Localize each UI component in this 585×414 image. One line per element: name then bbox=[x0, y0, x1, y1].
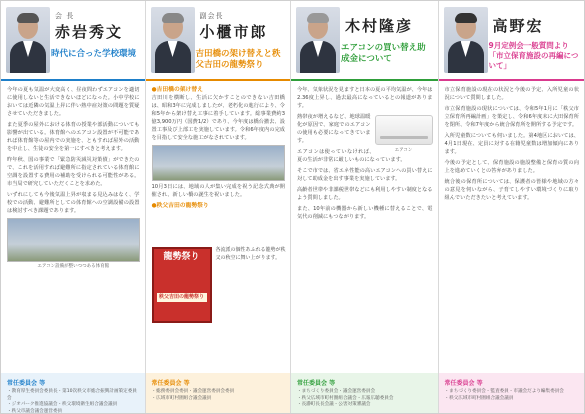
column-header bbox=[146, 1, 291, 81]
footer-line: ・秩父市議会議会運営委員 bbox=[7, 408, 63, 413]
aircon-illustration bbox=[375, 115, 433, 145]
portrait-photo bbox=[296, 7, 340, 73]
column-header bbox=[291, 1, 438, 81]
column-takano bbox=[439, 1, 585, 413]
article-body bbox=[439, 81, 585, 202]
portrait-photo bbox=[151, 7, 195, 73]
paragraph: また、10年前の機器から新しい機種に替えることで、電気代の削減にもつながります。 bbox=[297, 206, 433, 220]
article-title: 9月定例会一般質問より「市立保育施設の再編について」 bbox=[488, 41, 579, 70]
paragraph: 熱帯夜が増えるなど、地球温暖化が原因で、家庭でのエアコンの使用も必要になってきています。 bbox=[297, 114, 371, 144]
paragraph: 入所児童数についても伺いました。第4地区においては、4月1日現在、定員に対する在籍児童数は増加傾向にあります。 bbox=[444, 133, 579, 155]
article-body bbox=[146, 81, 291, 210]
column-header bbox=[1, 1, 145, 81]
article-body bbox=[291, 81, 438, 221]
gym-photo bbox=[7, 218, 140, 262]
member-role: 会 長 bbox=[55, 12, 75, 20]
article-title: 吉田橋の架け替えと秩父吉田の龍勢祭り bbox=[195, 49, 281, 70]
paragraph: 市立保育施設の現在の状況と今後の予定、入所児童の状況について質問しました。 bbox=[444, 87, 579, 101]
subheading: ●吉田橋の架け替え bbox=[151, 87, 203, 93]
paragraph: 今年、気象状況を見ますと日本の夏の平均気温が、今年は2.36度上昇し、過去最高になっているとの報道があります。 bbox=[297, 87, 433, 109]
poster-label: 秩父吉田の龍勢祭り bbox=[157, 293, 207, 302]
paragraph: エアコンは使っていなければ、夏の生活が非常に厳しいものになっています。 bbox=[297, 149, 406, 163]
aircon-caption: エアコン bbox=[394, 148, 413, 153]
member-name: 木村隆彦 bbox=[345, 17, 414, 35]
poster-title: 龍勢祭り bbox=[163, 252, 200, 262]
footer-line: ・広域市町村圏組合議会議員 bbox=[151, 395, 212, 401]
column-obitsu bbox=[146, 1, 292, 413]
paragraph: 高齢者世帯や非課税世帯などにも利用しやすい制度となるよう質問しました。 bbox=[297, 187, 433, 201]
paragraph: いずれにしても今後気温上昇が収まる見込みはなく、学校での活動、避難所としての体育館への空調設備の設置は検討すべき課題であります。 bbox=[7, 192, 140, 214]
footer-line: ・まちづくり委員会・監査委員・市議会だより編集委員会 bbox=[444, 389, 564, 394]
festival-poster bbox=[152, 247, 212, 323]
photo-caption: エアコン設備が整いつつある体育館 bbox=[37, 264, 110, 269]
subheading: ●秩父吉田の龍勢祭り bbox=[151, 203, 209, 209]
committee-footer bbox=[1, 373, 145, 413]
article-title: 時代に合った学校環境 bbox=[51, 49, 137, 59]
column-header bbox=[439, 1, 585, 81]
column-kimura bbox=[291, 1, 439, 413]
footer-line: ・総務委員会委員・議会運営委員会委員 bbox=[151, 389, 235, 394]
bridge-ceremony-photo bbox=[152, 145, 286, 181]
footer-title: 常任委員会 等 bbox=[444, 380, 483, 387]
footer-title: 常任委員会 等 bbox=[151, 380, 190, 387]
member-name: 赤岩秀文 bbox=[55, 23, 124, 41]
article-body bbox=[1, 81, 145, 271]
member-role: 副会長 bbox=[199, 12, 224, 20]
committee-footer bbox=[146, 373, 291, 413]
footer-title: 常任委員会 等 bbox=[297, 380, 336, 387]
member-name: 高野宏 bbox=[492, 17, 544, 35]
committee-footer bbox=[291, 373, 438, 413]
paragraph: 今年の夏も気温が大変高く、昼夜問わずエアコンを適切に使用しないと生活できないほどになった。小中学校においては近隣の気温上昇に伴い熱中症対策の問題を質疑させていただきました。 bbox=[7, 87, 140, 117]
paragraph: 統合後の保育所については、保護者の皆様や地域の方々の意見を伺いながら、子育てしやすい環境づくりに取り組んでいただきたいと考えています。 bbox=[444, 179, 579, 201]
portrait-photo bbox=[6, 7, 50, 73]
footer-line: ・長瀞町長長会議・公害対策審議会 bbox=[297, 402, 371, 407]
footer-line: ・教育厚生委員会委員長・第10次秩父市総合振興計画策定委員会 bbox=[7, 389, 137, 401]
paragraph: 吉田川を横断し、生活に欠かすことのできない吉田橋は、昭和3年に完成しましたが、老朽化の進行により、令和5年から架け替え工事に着手しています。総事業費約3億3,900万円（国費1/2）であり、今年度は橋台撤去、設置工事及び上部工を実施しています。令和6年度内の完成を目指して安全な施工がなされています。 bbox=[151, 95, 285, 141]
footer-line: ・ジオパーク推進協議会・秩父環境衛生組合議会議員 bbox=[7, 402, 118, 407]
paragraph: また夏季の屋外における体育の授業や部活動についても影響が出ている。体育館へのエアコン設置が不可能であれば体育館等の屋内での実施を、ともすれば屋外の活動を中止し、生徒の安全を第一にすべきと考えます。 bbox=[7, 122, 140, 152]
article-title: エアコンの買い替え助成金について bbox=[341, 43, 426, 64]
footer-line: ・秩父広域市町村圏組合議会議員 bbox=[444, 395, 514, 401]
paragraph: 今後の予定として、保育施設の施設整備と保育の質の向上を進めていくとの答弁がありました。 bbox=[444, 160, 579, 174]
footer-title: 常任委員会 等 bbox=[7, 380, 46, 387]
paragraph: 市立保育施設の現状については、令和5年1月に「秩父市立保育所再編計画」を策定し、令和6年度末に大田保育所を閉所、令和7年度から統合保育所を開所する予定です。 bbox=[444, 106, 579, 128]
committee-footer bbox=[439, 373, 585, 413]
paragraph: 10月3日には、地域の人が集い完成を祝う記念式典が開催され、新しい橋の誕生を祝いました。 bbox=[151, 184, 285, 198]
portrait-photo bbox=[444, 7, 488, 73]
member-name: 小櫃市郎 bbox=[199, 23, 268, 41]
festival-note: 各流派の個性あふれる龍勢が秩父の秋空に舞い上がります。 bbox=[215, 247, 286, 261]
column-akaiwa bbox=[1, 1, 146, 413]
footer-line: ・まちづくり委員会・議会運営委員会 bbox=[297, 389, 376, 394]
footer-line: ・秩父広域市町村圏組合議会・広報広聴委員会 bbox=[297, 395, 394, 401]
paragraph: 昨年秋、国の事業で「緊急防災減災対策債」ができたので、これを活用すれば避難所に指定されている体育館に空調を設置する費用の補助を受けられる可能性がある。市当局で研究していただくことを求めた。 bbox=[7, 157, 140, 187]
paragraph: そこで市では、省エネ性能の高いエアコンへの買い替えに対して助成金を出す事業を実施しています。 bbox=[297, 168, 433, 182]
